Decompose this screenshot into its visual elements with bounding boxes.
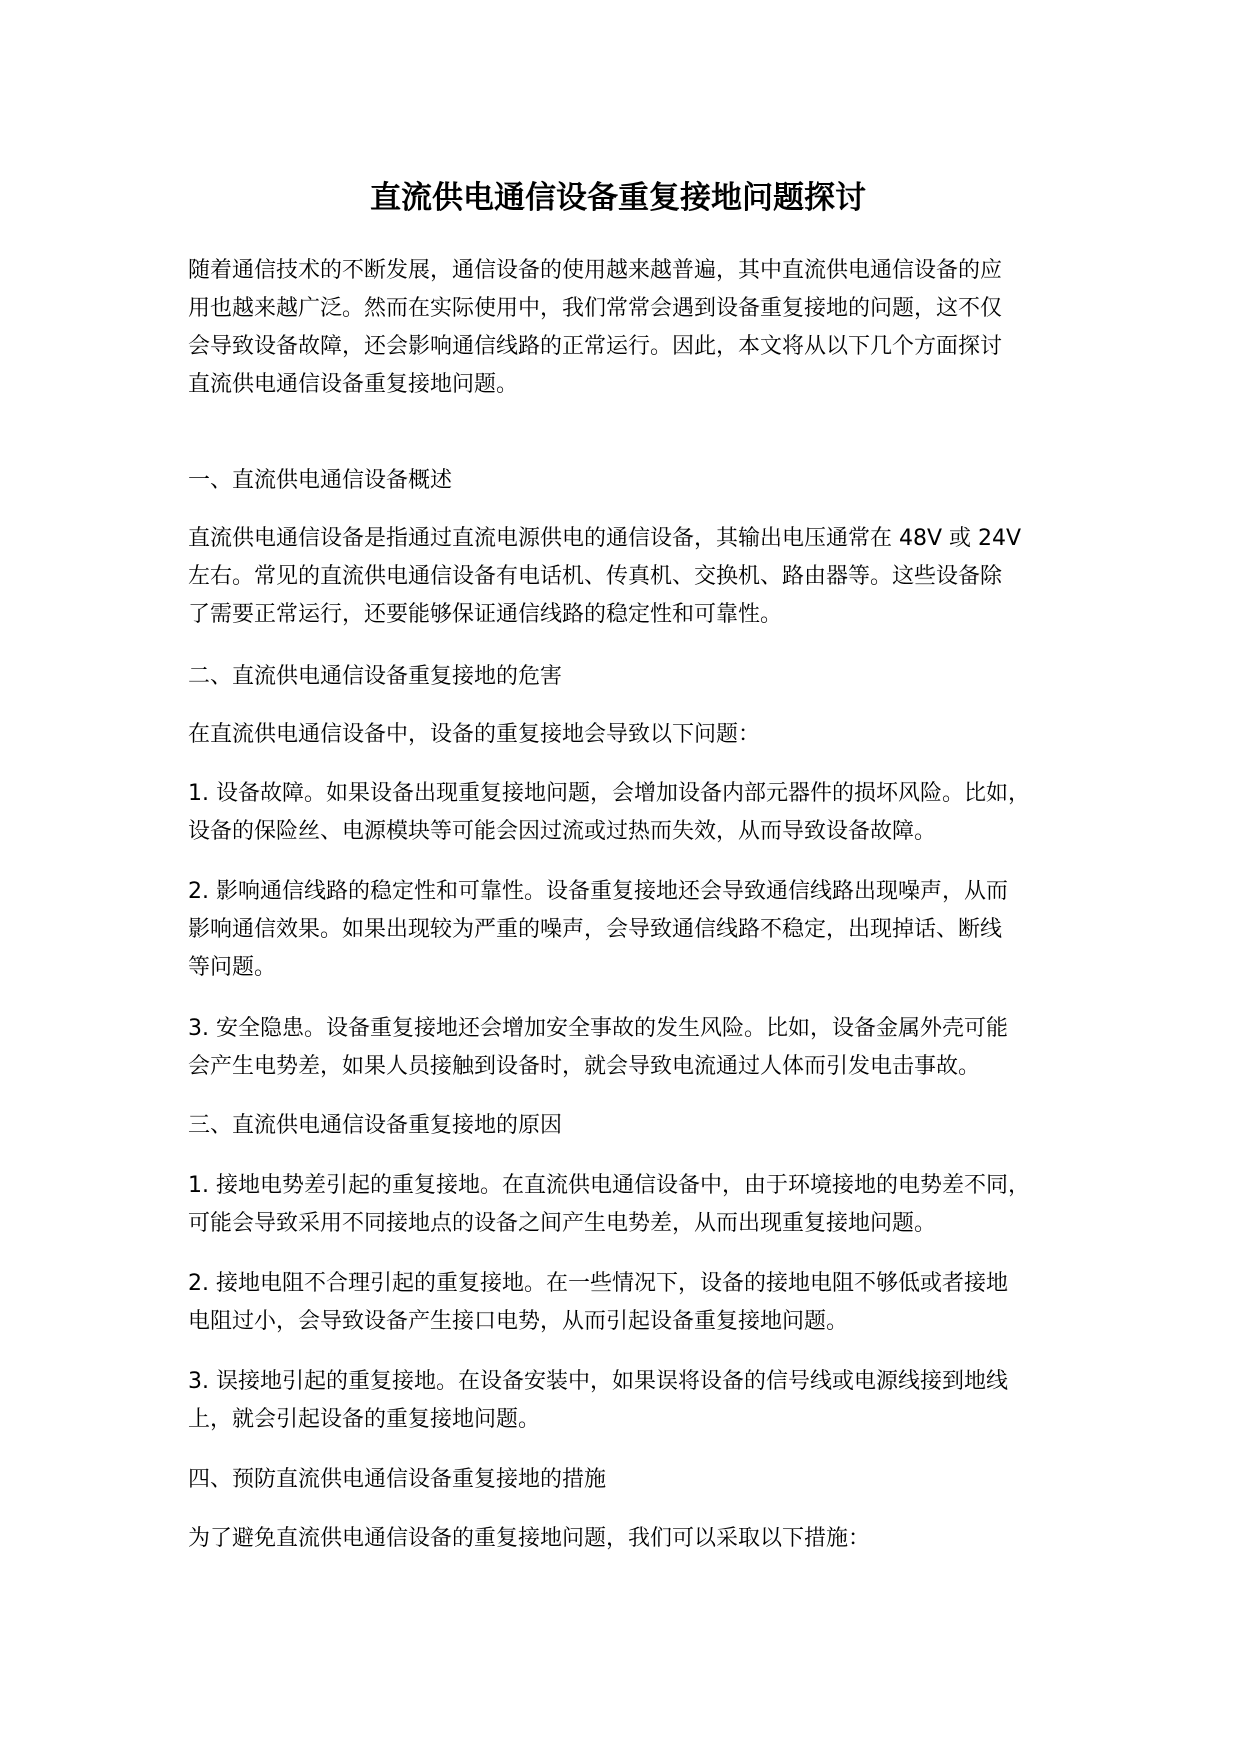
text-line: 1. 接地电势差引起的重复接地。在直流供电通信设备中，由于环境接地的电势差不同， bbox=[188, 1173, 1030, 1198]
paragraph-hazards-intro bbox=[188, 716, 1078, 754]
section-heading-3 bbox=[188, 1107, 1078, 1145]
text-line: 上，就会引起设备的重复接地问题。 bbox=[188, 1407, 541, 1432]
text-line: 左右。常见的直流供电通信设备有电话机、传真机、交换机、路由器等。这些设备除 bbox=[188, 564, 1003, 589]
text-line: 在直流供电通信设备中，设备的重复接地会导致以下问题： bbox=[188, 722, 761, 747]
text-line: 了需要正常运行，还要能够保证通信线路的稳定性和可靠性。 bbox=[188, 602, 783, 627]
text-line: 设备的保险丝、电源模块等可能会因过流或过热而失效，从而导致设备故障。 bbox=[188, 819, 937, 844]
text-line: 2. 接地电阻不合理引起的重复接地。在一些情况下，设备的接地电阻不够低或者接地 bbox=[188, 1271, 1008, 1296]
paragraph-overview bbox=[188, 520, 1078, 634]
text-line: 可能会导致采用不同接地点的设备之间产生电势差，从而出现重复接地问题。 bbox=[188, 1211, 937, 1236]
section-heading-2 bbox=[188, 658, 1078, 696]
heading-line: 一、直流供电通信设备概述 bbox=[188, 468, 453, 493]
section-heading-4 bbox=[188, 1461, 1078, 1499]
text-line: 直流供电通信设备重复接地问题。 bbox=[188, 372, 519, 397]
list-item-cause-3 bbox=[188, 1363, 1078, 1439]
text-line: 用也越来越广泛。然而在实际使用中，我们常常会遇到设备重复接地的问题，这不仅 bbox=[188, 296, 1003, 321]
text-line: 3. 安全隐患。设备重复接地还会增加安全事故的发生风险。比如，设备金属外壳可能 bbox=[188, 1016, 1008, 1041]
heading-line: 四、预防直流供电通信设备重复接地的措施 bbox=[188, 1467, 607, 1492]
document-title: 直流供电通信设备重复接地问题探讨 bbox=[370, 180, 866, 216]
heading-line: 三、直流供电通信设备重复接地的原因 bbox=[188, 1113, 563, 1138]
section-heading-1 bbox=[188, 462, 1078, 500]
text-line: 2. 影响通信线路的稳定性和可靠性。设备重复接地还会导致通信线路出现噪声，从而 bbox=[188, 879, 1008, 904]
text-line: 为了避免直流供电通信设备的重复接地问题，我们可以采取以下措施： bbox=[188, 1526, 871, 1551]
text-line: 等问题。 bbox=[188, 955, 277, 980]
paragraph-intro bbox=[188, 252, 1078, 404]
text-line: 随着通信技术的不断发展，通信设备的使用越来越普遍，其中直流供电通信设备的应 bbox=[188, 258, 1003, 283]
list-item-hazard-3 bbox=[188, 1010, 1078, 1086]
text-line: 1. 设备故障。如果设备出现重复接地问题，会增加设备内部元器件的损坏风险。比如， bbox=[188, 781, 1030, 806]
text-line: 电阻过小，会导致设备产生接口电势，从而引起设备重复接地问题。 bbox=[188, 1309, 849, 1334]
text-line: 影响通信效果。如果出现较为严重的噪声，会导致通信线路不稳定，出现掉话、断线 bbox=[188, 917, 1003, 942]
text-line: 3. 误接地引起的重复接地。在设备安装中，如果误将设备的信号线或电源线接到地线 bbox=[188, 1369, 1008, 1394]
list-item-cause-1 bbox=[188, 1167, 1078, 1243]
paragraph-measures-intro bbox=[188, 1520, 1078, 1558]
text-line: 会导致设备故障，还会影响通信线路的正常运行。因此，本文将从以下几个方面探讨 bbox=[188, 334, 1003, 359]
text-line: 会产生电势差，如果人员接触到设备时，就会导致电流通过人体而引发电击事故。 bbox=[188, 1054, 981, 1079]
text-line: 直流供电通信设备是指通过直流电源供电的通信设备，其输出电压通常在 48V 或 24V bbox=[188, 526, 1022, 551]
list-item-cause-2 bbox=[188, 1265, 1078, 1341]
heading-line: 二、直流供电通信设备重复接地的危害 bbox=[188, 664, 563, 689]
list-item-hazard-1 bbox=[188, 775, 1078, 851]
list-item-hazard-2 bbox=[188, 873, 1078, 987]
